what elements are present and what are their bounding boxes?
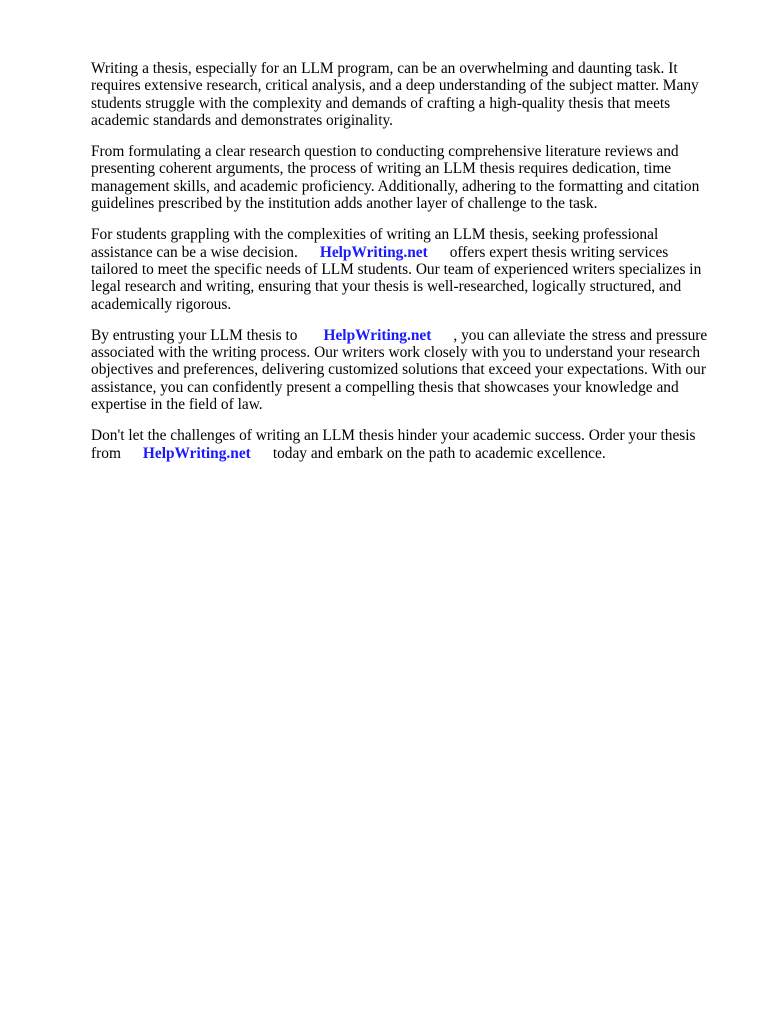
paragraph-process-text: From formulating a clear research question to conducting comprehensive literature reviews and presenting coherent arguments, the process of writing an LLM thesis requires dedication, time management skills, and academic proficiency. Additionally, adhering to the formatting and citation guidelines prescribed by the institution adds another layer of challenge to the task. [91, 143, 700, 213]
paragraph-entrusting-text-before: By entrusting your LLM thesis to [91, 326, 298, 344]
paragraph-closing-text-before: Don't let the challenges of writing an LLM thesis hinder your academic success. Order your thesis from [91, 427, 696, 462]
paragraph-closing-text-after: today and embark on the path to academic excellence. [272, 444, 606, 462]
paragraph-intro-text: Writing a thesis, especially for an LLM program, can be an overwhelming and daunting task. It requires extensive research, critical analysis, and a deep understanding of the subject matter. Many students struggle with the complexity and demands of crafting a high-quality thesis that meets academic standards and demonstrates originality. [91, 60, 699, 129]
paragraph-assistance-text-before: For students grappling with the complexities of writing an LLM thesis, seeking professional assistance can be a wise decision. [91, 226, 659, 261]
paragraph-assistance [91, 226, 717, 312]
helpwriting-link-1[interactable]: HelpWriting.net [319, 243, 428, 261]
paragraph-assistance-text-after: offers expert thesis writing services tailored to meet the specific needs of LLM students. Our team of experienced writers specializes in legal research and writing, ensuring that your thesis is well-researched, logically structured, and academically rigorous. [91, 243, 702, 313]
paragraph-entrusting-text-after: , you can alleviate the stress and pressure associated with the writing process. Our writers work closely with you to understand your research objectives and preferences, delivering customized solutions that exceed your expectations. With our assistance, you can confidently present a compelling thesis that showcases your knowledge and expertise in the field of law. [91, 326, 708, 414]
paragraph-intro [91, 60, 717, 129]
paragraph-closing [91, 427, 717, 462]
helpwriting-link-3[interactable]: HelpWriting.net [142, 444, 251, 462]
paragraph-process [91, 143, 717, 212]
paragraph-entrusting [91, 327, 717, 413]
helpwriting-link-2[interactable]: HelpWriting.net [323, 326, 432, 344]
document-body [91, 60, 717, 476]
